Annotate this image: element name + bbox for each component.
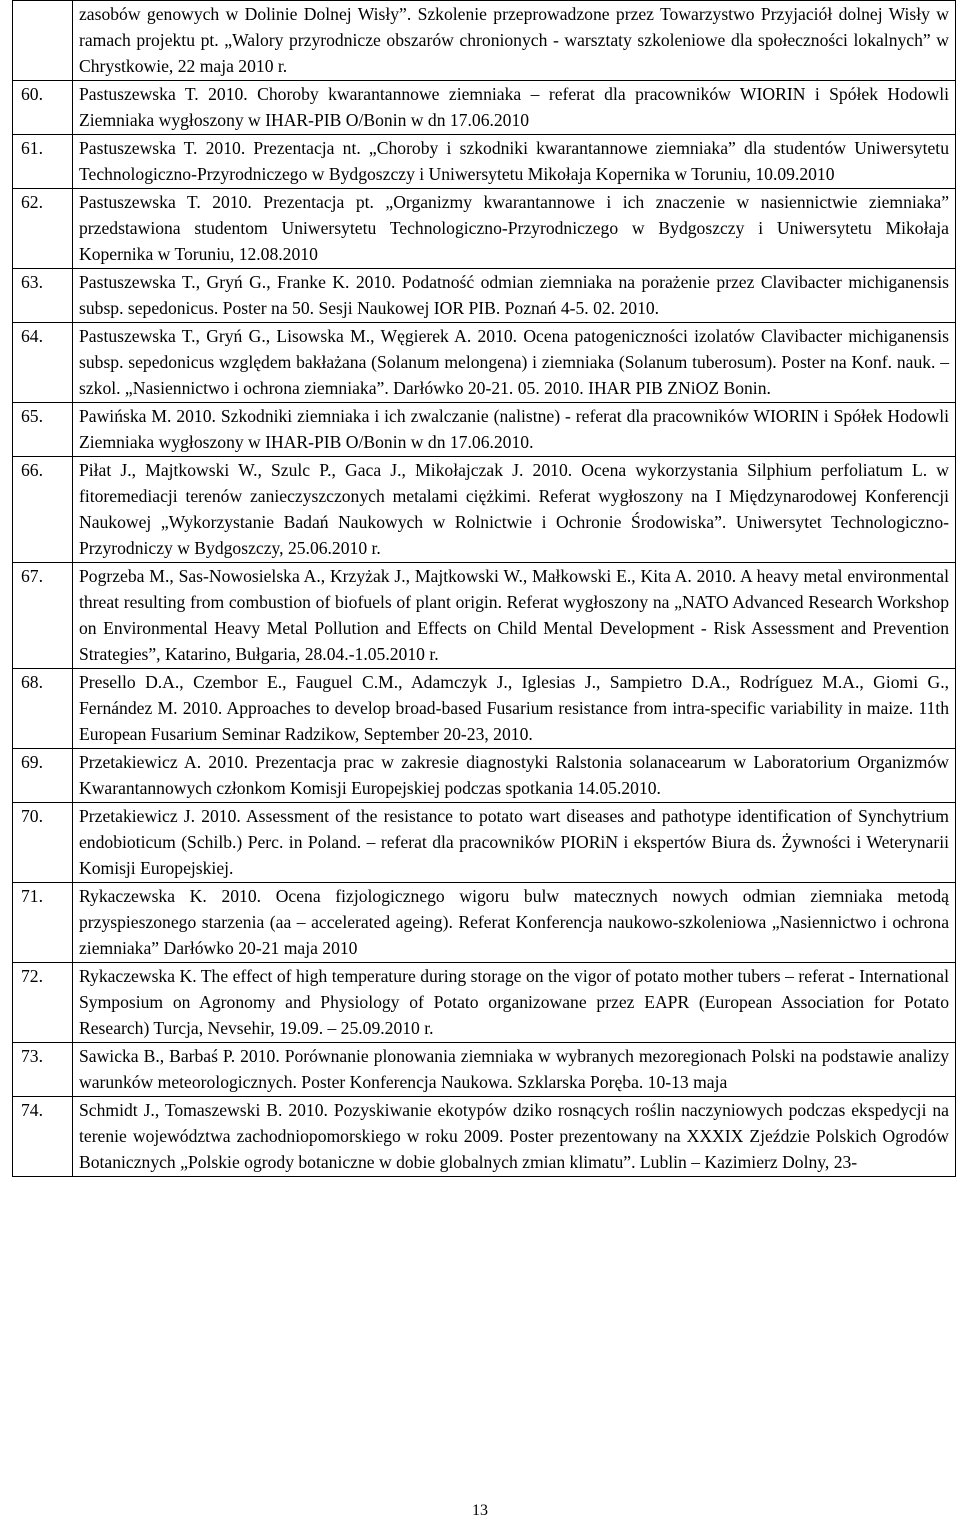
reference-row [13,1043,956,1097]
reference-text: Przetakiewicz J. 2010. Assessment of the resistance to potato wart diseases and pathotype identification of Synchytrium endobioticum (Schilb.) Perc. in Poland. – referat dla pracowników PIORiN i ekspertów Biura ds. Żywności i Weterynarii Komisji Europejskiej. [73,803,956,883]
reference-row [13,883,956,963]
reference-row [13,1,956,81]
reference-text: Piłat J., Majtkowski W., Szulc P., Gaca J., Mikołajczak J. 2010. Ocena wykorzystania Silphium perfoliatum L. w fitoremediacji terenów zanieczyszczonych metalami ciężkimi. Referat wygłoszony na I Międzynarodowej Konferencji Naukowej „Wykorzystanie Badań Naukowych w Rolnictwie i Ochronie Środowiska”. Uniwersytet Technologiczno-Przyrodniczy w Bydgoszczy, 25.06.2010 r. [73,457,956,563]
reference-text: Pawińska M. 2010. Szkodniki ziemniaka i ich zwalczanie (nalistne) - referat dla pracowników WIORIN i Spółek Hodowli Ziemniaka wygłoszony w IHAR-PIB O/Bonin w dn 17.06.2010. [73,403,956,457]
reference-row [13,1097,956,1177]
reference-row [13,457,956,563]
reference-text: Przetakiewicz A. 2010. Prezentacja prac w zakresie diagnostyki Ralstonia solanacearum w Laboratorium Organizmów Kwarantannowych członkom Komisji Europejskiej podczas spotkania 14.05.2010. [73,749,956,803]
page-number: 13 [472,1502,488,1519]
reference-list [13,1,956,1177]
reference-number: 72. [13,963,73,1043]
reference-number: 66. [13,457,73,563]
reference-text: Pogrzeba M., Sas-Nowosielska A., Krzyżak J., Majtkowski W., Małkowski E., Kita A. 2010. A heavy metal environmental threat resulting from combustion of biofuels of plant origin. Referat wygłoszony na „NATO Advanced Research Workshop on Environmental Heavy Metal Pollution and Effects on Child Mental Development - Risk Assessment and Prevention Strategies”, Katarino, Bułgaria, 28.04.-1.05.2010 r. [73,563,956,669]
reference-text: Pastuszewska T. 2010. Choroby kwarantannowe ziemniaka – referat dla pracowników WIORIN i Spółek Hodowli Ziemniaka wygłoszony w IHAR-PIB O/Bonin w dn 17.06.2010 [73,81,956,135]
reference-number: 62. [13,189,73,269]
reference-number: 60. [13,81,73,135]
reference-text: Schmidt J., Tomaszewski B. 2010. Pozyskiwanie ekotypów dziko rosnących roślin naczyniowych podczas ekspedycji na terenie województwa zachodniopomorskiego w roku 2009. Poster prezentowany na XXXIX Zjeździe Polskich Ogrodów Botanicznych „Polskie ogrody botaniczne w dobie globalnych zmian klimatu”. Lublin – Kazimierz Dolny, 23- [73,1097,956,1177]
reference-row [13,803,956,883]
reference-row [13,749,956,803]
reference-text: Rykaczewska K. The effect of high temperature during storage on the vigor of potato mother tubers – referat - International Symposium on Agronomy and Physiology of Potato organizowane przez EAPR (European Association for Potato Research) Turcja, Nevsehir, 19.09. – 25.09.2010 r. [73,963,956,1043]
reference-number: 65. [13,403,73,457]
reference-text: Pastuszewska T., Gryń G., Lisowska M., Węgierek A. 2010. Ocena patogeniczności izolatów Clavibacter michiganensis subsp. sepedonicus względem bakłażana (Solanum melongena) i ziemniaka (Solanum tuberosum). Poster na Konf. nauk. – szkol. „Nasiennictwo i ochrona ziemniaka”. Darłówko 20-21. 05. 2010. IHAR PIB ZNiOZ Bonin. [73,323,956,403]
reference-table [12,0,956,1177]
reference-number: 74. [13,1097,73,1177]
reference-number: 70. [13,803,73,883]
reference-number: 71. [13,883,73,963]
reference-number [13,1,73,81]
reference-row [13,135,956,189]
reference-number: 64. [13,323,73,403]
reference-text: Pastuszewska T., Gryń G., Franke K. 2010. Podatność odmian ziemniaka na porażenie przez Clavibacter michiganensis subsp. sepedonicus. Poster na 50. Sesji Naukowej IOR PIB. Poznań 4-5. 02. 2010. [73,269,956,323]
reference-row [13,81,956,135]
reference-text: Pastuszewska T. 2010. Prezentacja pt. „Organizmy kwarantannowe i ich znaczenie w nasiennictwie ziemniaka” przedstawiona studentom Uniwersytetu Technologiczno-Przyrodniczego w Bydgoszczy i Uniwersytetu Mikołaja Kopernika w Toruniu, 12.08.2010 [73,189,956,269]
reference-text: Sawicka B., Barbaś P. 2010. Porównanie plonowania ziemniaka w wybranych mezoregionach Polski na podstawie analizy warunków meteorologicznych. Poster Konferencja Naukowa. Szklarska Poręba. 10-13 maja [73,1043,956,1097]
reference-row [13,669,956,749]
reference-number: 73. [13,1043,73,1097]
reference-row [13,403,956,457]
reference-number: 69. [13,749,73,803]
reference-text: Presello D.A., Czembor E., Fauguel C.M., Adamczyk J., Iglesias J., Sampietro D.A., Rodríguez M.A., Giomi G., Fernández M. 2010. Approaches to develop broad-based Fusarium resistance from intra-specific variability in maize. 11th European Fusarium Seminar Radzikow, September 20-23, 2010. [73,669,956,749]
reference-number: 67. [13,563,73,669]
reference-text: zasobów genowych w Dolinie Dolnej Wisły”. Szkolenie przeprowadzone przez Towarzystwo Przyjaciół dolnej Wisły w ramach projektu pt. „Walory przyrodnicze obszarów chronionych - warsztaty szkoleniowe dla społeczności lokalnych” w Chrystkowie, 22 maja 2010 r. [73,1,956,81]
reference-number: 68. [13,669,73,749]
reference-number: 63. [13,269,73,323]
reference-row [13,963,956,1043]
reference-row [13,323,956,403]
reference-text: Pastuszewska T. 2010. Prezentacja nt. „Choroby i szkodniki kwarantannowe ziemniaka” dla studentów Uniwersytetu Technologiczno-Przyrodniczego w Bydgoszczy i Uniwersytetu Mikołaja Kopernika w Toruniu, 10.09.2010 [73,135,956,189]
reference-text: Rykaczewska K. 2010. Ocena fizjologicznego wigoru bulw matecznych nowych odmian ziemniaka metodą przyspieszonego starzenia (aa – accelerated ageing). Referat Konferencja naukowo-szkoleniowa „Nasiennictwo i ochrona ziemniaka” Darłówko 20-21 maja 2010 [73,883,956,963]
reference-row [13,563,956,669]
reference-row [13,189,956,269]
reference-row [13,269,956,323]
reference-number: 61. [13,135,73,189]
